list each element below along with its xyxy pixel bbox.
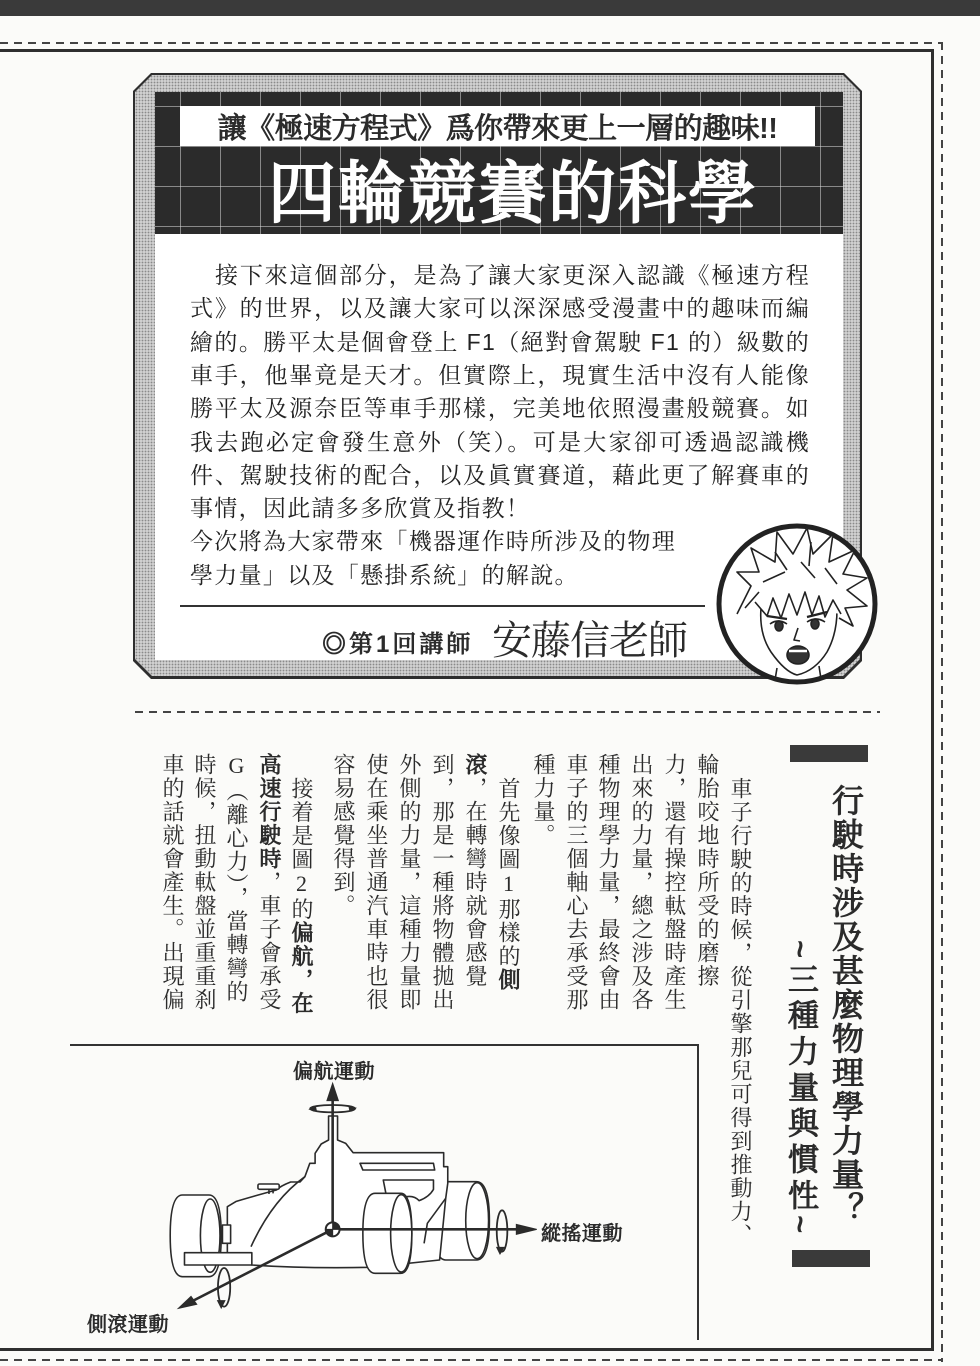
column-bold-text: 側 [496,967,521,991]
column-text: G（離心力），當轉彎的 [224,753,249,1004]
intro-paragraph-line: 學力量」以及「懸掛系統」的解說。 [190,562,579,588]
panel-header-grid [155,92,843,234]
column-text: 種力量。 [531,753,556,847]
article-column [225,753,247,1004]
intro-paragraph-line: 件、駕駛技術的配合，以及眞實賽道，藉此更了解賽車的 [190,462,810,488]
column-text: 力，還有操控軚盤時產生 [662,753,687,1012]
intro-paragraph-line: 我去跑必定會發生意外（笑）。可是大家卻可透過認識機 [190,429,810,455]
column-bold-text: 偏航，在 [289,920,314,1015]
intro-paragraph-line: 接下來這個部分，是為了讓大家更深入認識《極速方程 [215,262,810,288]
article-column [663,753,685,1012]
column-text: 輪胎咬地時所受的磨擦 [695,753,720,988]
roll-motion-label: 側滾運動 [87,1314,169,1336]
article-column [597,753,619,1012]
column-text: 容易感覺得到。 [331,753,356,918]
top-border-bar [0,0,980,16]
column-text: 時候，扭動軚盤並重重刹 [192,753,217,1012]
tagline: 讓《極速方程式》爲你帶來更上一層的趣味!! [180,106,815,146]
column-bold-text: 滾 [463,753,488,777]
frame-border-right [931,49,934,1351]
article-title-bar-top [790,745,868,762]
column-bold-text: 高速行駛時 [257,753,282,871]
article-column [464,753,486,988]
column-text: 外側的力量，這種力量即 [397,753,422,1012]
intro-paragraph-line: 事情，因此請多多欣賞及指教！ [190,495,531,521]
lecturer-name: 安藤信老師 [492,618,687,663]
article-title: 行駛時涉及甚麼物理學力量？ [828,784,864,1226]
lecturer-label: ◎第1回講師 [322,631,474,658]
formula-one-car-icon [170,1116,489,1277]
outer-dashed-border-right [941,42,943,1362]
lecturer-divider [180,605,705,607]
column-text: 車的話就會產生。出現偏 [160,753,185,1012]
outer-dashed-border-bottom [0,1359,943,1361]
article-column [161,753,183,1012]
column-text: 車子的三個軸心去承受那 [564,753,589,1012]
article-column [565,753,587,1012]
article-column [431,753,453,1012]
column-text: 種物理學力量，最終會由 [596,753,621,1012]
f1-car-axes-diagram [60,1030,700,1350]
article-column [630,753,652,1012]
intro-paragraph-line: 繪的。勝平太是個會登上 F1（絕對會駕駛 F1 的）級數的 [190,329,810,355]
article-title-bar-bottom [792,1250,870,1267]
column-text: 接着是圖2的 [289,776,314,921]
column-text: 到，那是一種將物體拋出 [430,753,455,1012]
intro-paragraph-line: 車手，他畢竟是天才。但實際上，現實生活中沒有人能像 [190,362,810,388]
article-column [696,753,718,988]
outer-dashed-border-top [0,42,943,44]
article-column [497,753,519,991]
article-column [193,753,215,1012]
article-column [398,753,420,1012]
column-text: 出來的力量，總之涉及各 [629,753,654,1012]
column-text-tail: ，車子會承受 [257,870,282,1012]
lecturer-portrait-icon [715,522,879,686]
column-text: 首先像圖1那樣的 [496,776,521,968]
column-text: 車子行駛的時候，從引擎那兒可得到推動力、 [728,776,753,1247]
column-text-tail: ，在轉彎時就會感覺 [463,776,488,988]
article-subtitle: ~三種力量與慣性~ [783,940,818,1239]
page-title: 四輪競賽的科學 [267,156,758,232]
pitch-rotation-icon [497,1210,508,1251]
article-column [258,753,280,1012]
article-column [332,753,354,918]
article-column [365,753,387,1012]
column-text: 使在乘坐普通汽車時也很 [364,753,389,1012]
section-separator [135,711,880,713]
intro-paragraph-line: 勝平太及源奈臣等車手那樣，完美地依照漫畫般競賽。如 [190,395,810,421]
frame-border-top [0,49,934,52]
pitch-motion-label: 縱搖運動 [541,1223,623,1245]
article-column [290,753,312,1015]
intro-paragraph-line: 式》的世界，以及讓大家可以深深感受漫畫中的趣味而編 [190,295,810,321]
intro-paragraph-line: 今次將為大家帶來「機器運作時所涉及的物理 [190,528,676,554]
article-column [532,753,554,847]
article-column [729,753,751,1247]
yaw-motion-label: 偏航運動 [293,1061,375,1083]
